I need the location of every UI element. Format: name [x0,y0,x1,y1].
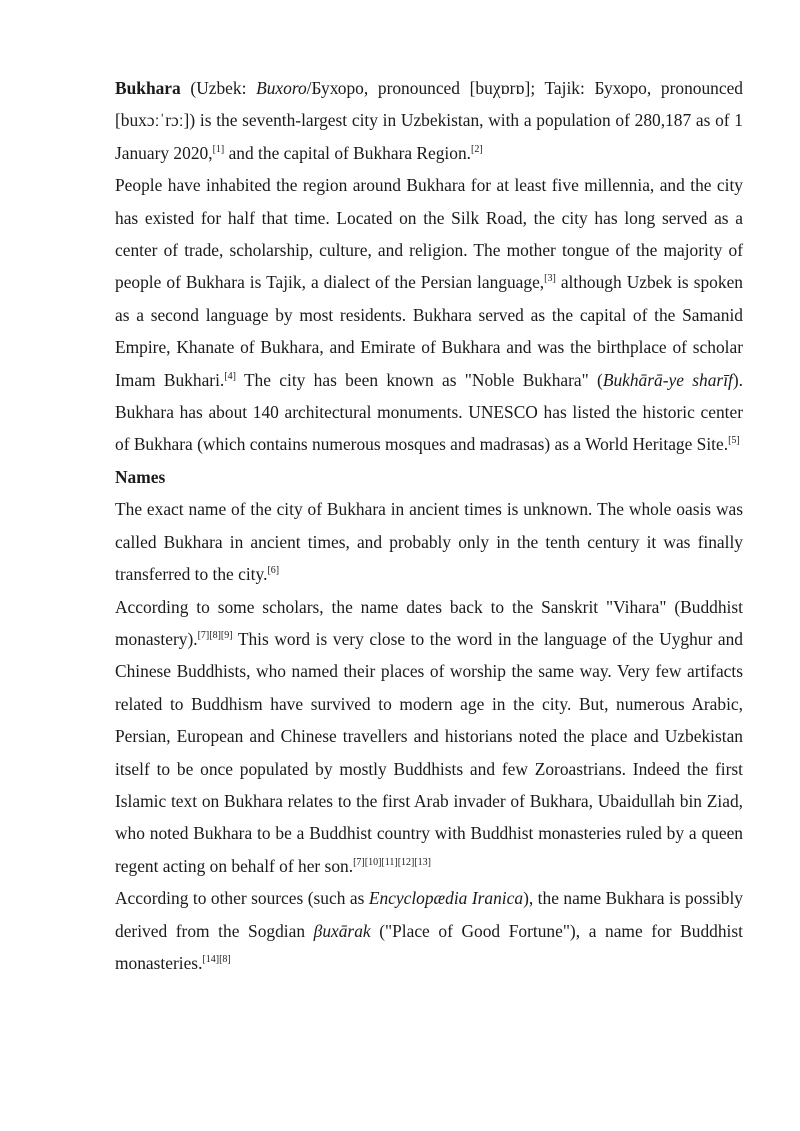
names-paragraph-3: According to other sources (such as Encyclopædia Iranica), the name Bukhara is possibly derived from the Sogdian βuxārak ("Place of Good Fortune"), a name for Buddhist monasteries.[14][8] [115,888,744,973]
sogdian-term: βuxārak [313,920,371,941]
citation-ref[interactable]: [14][8] [202,953,231,965]
citation-ref[interactable]: [6] [267,565,280,577]
names-paragraph-1: The exact name of the city of Bukhara in ancient times is unknown. The whole oasis was called Bukhara in ancient times, and probably only in the tenth century it was finally transferred to the city.[6] [115,499,743,585]
citation-ref[interactable]: [4] [224,370,236,382]
citation-ref[interactable]: [3] [544,273,556,285]
citation-ref[interactable]: [5] [728,435,740,447]
citation-ref[interactable]: [1] [212,143,225,155]
source-title: Encyclopædia Iranica [368,888,524,909]
citation-ref[interactable]: [2] [471,143,483,155]
section-heading-names: Names [115,466,166,487]
epithet: Bukhārā-ye sharīf [602,369,733,390]
uzbek-name: Buxoro [256,78,307,98]
city-name: Bukhara [115,78,181,98]
intro-paragraph: Bukhara (Uzbek: Buxoro/Бухоро, pronounced [buχɒrɒ]; Tajik: Бухоро, pronounced [buxɔːˈrɔː]) is the seventh-largest city in Uzbekistan, with a population of 280,187 as of 1 January 2020,[1] and the capital of Bukhara Region.[2] [115,78,743,163]
citation-ref[interactable]: [7][10][11][12][13] [353,856,432,868]
history-paragraph: People have inhabited the region around Bukhara for at least five millennia, and the city has existed for half that time. Located on the Silk Road, the city has long served as a center of trade, scholarship, culture, and religion. The mother tongue of the majority of people of Bukhara is Tajik, a dialect of the Persian language,[3] although Uzbek is spoken as a second language by most residents. Bukhara served as the capital of the Samanid Empire, Khanate of Bukhara, and Emirate of Bukhara and was the birthplace of scholar Imam Bukhari.[4] The city has been known as "Noble Bukhara" (Bukhārā-ye sharīf). Bukhara has about 140 architectural monuments. UNESCO has listed the historic center of Bukhara (which contains numerous mosques and madrasas) as a World Heritage Site.[5] [115,175,743,455]
citation-ref[interactable]: [7][8][9] [197,629,233,641]
names-paragraph-2: According to some scholars, the name dates back to the Sanskrit "Vihara" (Buddhist monastery).[7][8][9] This word is very close to the word in the language of the Uyghur and Chinese Buddhists, who named their places of worship the same way. Very few artifacts related to Buddhism have survived to modern age in the city. But, numerous Arabic, Persian, European and Chinese travellers and historians noted the place and Uzbekistan itself to be once populated by mostly Buddhists and few Zoroastrians. Indeed the first Islamic text on Bukhara relates to the first Arab invader of Bukhara, Ubaidullah bin Ziad, who noted Bukhara to be a Buddhist country with Buddhist monasteries ruled by a queen regent acting on behalf of her son.[7][10][11][12][13] [115,596,743,876]
